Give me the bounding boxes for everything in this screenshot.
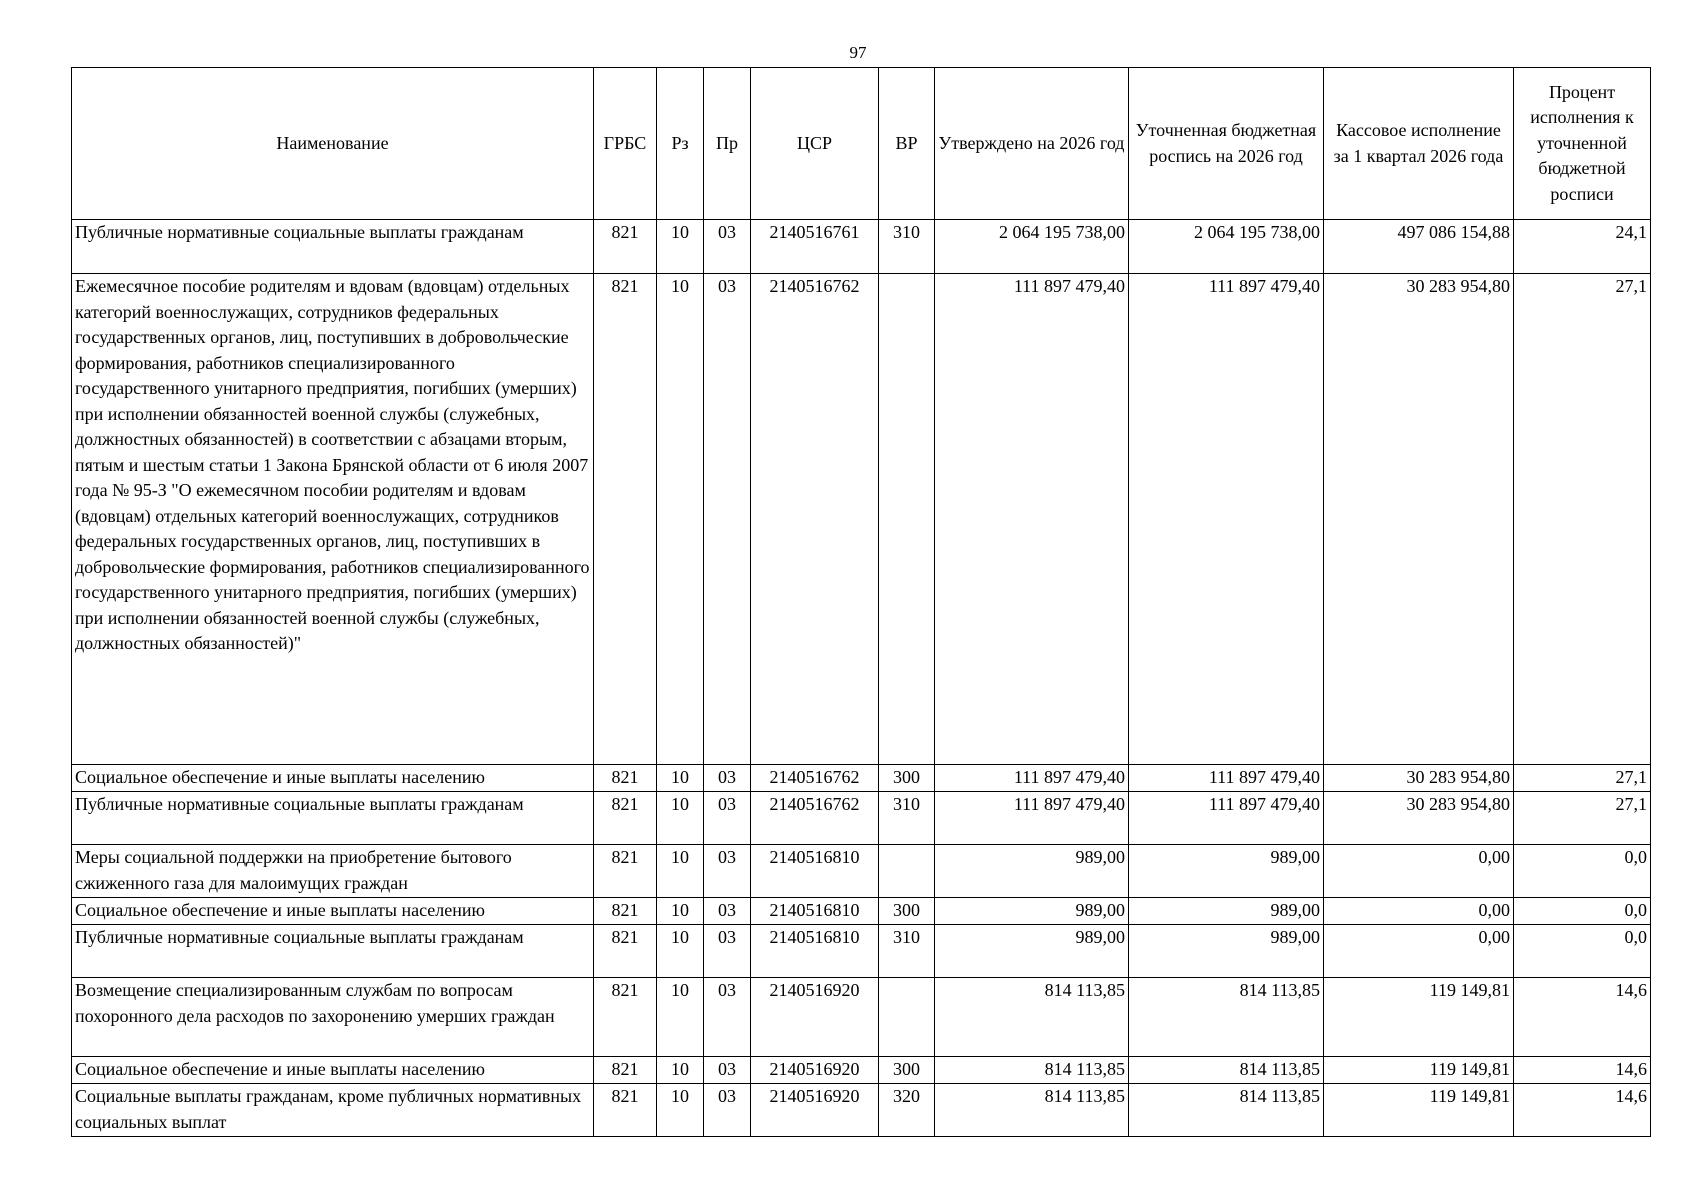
- cell-percent: 27,1: [1514, 792, 1651, 845]
- cell-pr: 03: [704, 925, 751, 978]
- cell-grbs: 821: [594, 792, 657, 845]
- cell-cash: 0,00: [1324, 898, 1514, 925]
- cell-percent: 14,6: [1514, 1084, 1651, 1137]
- cell-cash: 0,00: [1324, 845, 1514, 898]
- cell-rz: 10: [657, 1084, 704, 1137]
- cell-percent: 0,0: [1514, 898, 1651, 925]
- cell-refined: 989,00: [1129, 845, 1324, 898]
- cell-percent: 24,1: [1514, 220, 1651, 274]
- cell-rz: 10: [657, 1057, 704, 1084]
- cell-grbs: 821: [594, 274, 657, 765]
- table-row: [72, 220, 1651, 274]
- cell-approved: 2 064 195 738,00: [935, 220, 1129, 274]
- cell-cash: 119 149,81: [1324, 1057, 1514, 1084]
- column-header-vr: ВР: [879, 68, 935, 220]
- cell-csr: 2140516920: [751, 1084, 879, 1137]
- cell-vr: 300: [879, 898, 935, 925]
- cell-rz: 10: [657, 765, 704, 792]
- cell-pr: 03: [704, 978, 751, 1057]
- page-number: 97: [849, 43, 867, 62]
- cell-name: Ежемесячное пособие родителям и вдовам (вдовцам) отдельных категорий военнослужащих, сотрудников федеральных государственных органов, лиц, поступивших в добровольческие формирования, работников специализированного государственного унитарного предприятия, погибших (умерших) при исполнении обязанностей военной службы (служебных, должностных обязанностей) в соответствии с абзацами вторым, пятым и шестым статьи 1 Закона Брянской области от 6 июля 2007 года № 95-З "О ежемесячном пособии родителям и вдовам (вдовцам) отдельных категорий военнослужащих, сотрудников федеральных государственных органов, лиц, поступивших в добровольческие формирования, работников специализированного государственного унитарного предприятия, погибших (умерших) при исполнении обязанностей военной службы (служебных, должностных обязанностей)": [72, 274, 594, 765]
- cell-name: Меры социальной поддержки на приобретение бытового сжиженного газа для малоимущих граждан: [72, 845, 594, 898]
- cell-refined: 111 897 479,40: [1129, 274, 1324, 765]
- cell-cash: 119 149,81: [1324, 1084, 1514, 1137]
- cell-name: Публичные нормативные социальные выплаты гражданам: [72, 220, 594, 274]
- table-row: [72, 792, 1651, 845]
- cell-vr: [879, 274, 935, 765]
- cell-refined: 111 897 479,40: [1129, 792, 1324, 845]
- cell-vr: 320: [879, 1084, 935, 1137]
- cell-approved: 111 897 479,40: [935, 274, 1129, 765]
- cell-name: Возмещение специализированным службам по вопросам похоронного дела расходов по захоронению умерших граждан: [72, 978, 594, 1057]
- cell-rz: 10: [657, 274, 704, 765]
- cell-pr: 03: [704, 845, 751, 898]
- cell-refined: 111 897 479,40: [1129, 765, 1324, 792]
- table-row: [72, 765, 1651, 792]
- column-header-grbs: ГРБС: [594, 68, 657, 220]
- budget-execution-table: [71, 67, 1651, 1137]
- cell-vr: 300: [879, 1057, 935, 1084]
- cell-cash: 30 283 954,80: [1324, 765, 1514, 792]
- cell-approved: 111 897 479,40: [935, 765, 1129, 792]
- cell-grbs: 821: [594, 898, 657, 925]
- cell-pr: 03: [704, 1057, 751, 1084]
- cell-name: Публичные нормативные социальные выплаты гражданам: [72, 792, 594, 845]
- cell-csr: 2140516810: [751, 845, 879, 898]
- cell-cash: 119 149,81: [1324, 978, 1514, 1057]
- cell-name: Социальное обеспечение и иные выплаты населению: [72, 1057, 594, 1084]
- cell-vr: 310: [879, 792, 935, 845]
- cell-rz: 10: [657, 898, 704, 925]
- cell-cash: 0,00: [1324, 925, 1514, 978]
- cell-csr: 2140516761: [751, 220, 879, 274]
- cell-refined: 814 113,85: [1129, 978, 1324, 1057]
- column-header-name: Наименование: [72, 68, 594, 220]
- column-header-csr: ЦСР: [751, 68, 879, 220]
- cell-grbs: 821: [594, 765, 657, 792]
- column-header-pr: Пр: [704, 68, 751, 220]
- cell-csr: 2140516920: [751, 1057, 879, 1084]
- cell-rz: 10: [657, 220, 704, 274]
- cell-percent: 14,6: [1514, 978, 1651, 1057]
- cell-percent: 14,6: [1514, 1057, 1651, 1084]
- table-row: [72, 1084, 1651, 1137]
- cell-cash: 30 283 954,80: [1324, 792, 1514, 845]
- cell-percent: 27,1: [1514, 274, 1651, 765]
- cell-name: Социальные выплаты гражданам, кроме публичных нормативных социальных выплат: [72, 1084, 594, 1137]
- cell-grbs: 821: [594, 1057, 657, 1084]
- cell-cash: 497 086 154,88: [1324, 220, 1514, 274]
- cell-grbs: 821: [594, 925, 657, 978]
- cell-csr: 2140516810: [751, 898, 879, 925]
- cell-refined: 989,00: [1129, 898, 1324, 925]
- cell-rz: 10: [657, 978, 704, 1057]
- cell-approved: 814 113,85: [935, 978, 1129, 1057]
- cell-approved: 989,00: [935, 898, 1129, 925]
- cell-rz: 10: [657, 925, 704, 978]
- cell-approved: 814 113,85: [935, 1084, 1129, 1137]
- cell-percent: 27,1: [1514, 765, 1651, 792]
- cell-approved: 989,00: [935, 845, 1129, 898]
- table-row: [72, 845, 1651, 898]
- column-header-approved: Утверждено на 2026 год: [935, 68, 1129, 220]
- table-row: [72, 925, 1651, 978]
- table-row: [72, 978, 1651, 1057]
- cell-approved: 111 897 479,40: [935, 792, 1129, 845]
- cell-csr: 2140516810: [751, 925, 879, 978]
- cell-name: Социальное обеспечение и иные выплаты населению: [72, 898, 594, 925]
- cell-pr: 03: [704, 220, 751, 274]
- cell-refined: 814 113,85: [1129, 1057, 1324, 1084]
- cell-vr: 310: [879, 220, 935, 274]
- cell-pr: 03: [704, 1084, 751, 1137]
- cell-rz: 10: [657, 845, 704, 898]
- cell-percent: 0,0: [1514, 925, 1651, 978]
- cell-name: Публичные нормативные социальные выплаты гражданам: [72, 925, 594, 978]
- cell-vr: [879, 845, 935, 898]
- table-row: [72, 1057, 1651, 1084]
- cell-refined: 814 113,85: [1129, 1084, 1324, 1137]
- cell-pr: 03: [704, 274, 751, 765]
- table-header-row: [72, 68, 1651, 220]
- cell-refined: 2 064 195 738,00: [1129, 220, 1324, 274]
- cell-grbs: 821: [594, 845, 657, 898]
- cell-rz: 10: [657, 792, 704, 845]
- cell-vr: [879, 978, 935, 1057]
- column-header-rz: Рз: [657, 68, 704, 220]
- column-header-refined: Уточненная бюджетная роспись на 2026 год: [1129, 68, 1324, 220]
- cell-name: Социальное обеспечение и иные выплаты населению: [72, 765, 594, 792]
- cell-grbs: 821: [594, 978, 657, 1057]
- cell-refined: 989,00: [1129, 925, 1324, 978]
- column-header-cash: Кассовое исполнение за 1 квартал 2026 года: [1324, 68, 1514, 220]
- cell-csr: 2140516762: [751, 274, 879, 765]
- column-header-percent: Процент исполнения к уточненной бюджетной росписи: [1514, 68, 1651, 220]
- cell-pr: 03: [704, 792, 751, 845]
- cell-vr: 300: [879, 765, 935, 792]
- cell-csr: 2140516762: [751, 765, 879, 792]
- cell-pr: 03: [704, 765, 751, 792]
- cell-percent: 0,0: [1514, 845, 1651, 898]
- cell-grbs: 821: [594, 1084, 657, 1137]
- cell-approved: 814 113,85: [935, 1057, 1129, 1084]
- cell-csr: 2140516920: [751, 978, 879, 1057]
- table-row: [72, 898, 1651, 925]
- cell-approved: 989,00: [935, 925, 1129, 978]
- table-row: [72, 274, 1651, 765]
- cell-pr: 03: [704, 898, 751, 925]
- cell-cash: 30 283 954,80: [1324, 274, 1514, 765]
- cell-grbs: 821: [594, 220, 657, 274]
- cell-csr: 2140516762: [751, 792, 879, 845]
- cell-vr: 310: [879, 925, 935, 978]
